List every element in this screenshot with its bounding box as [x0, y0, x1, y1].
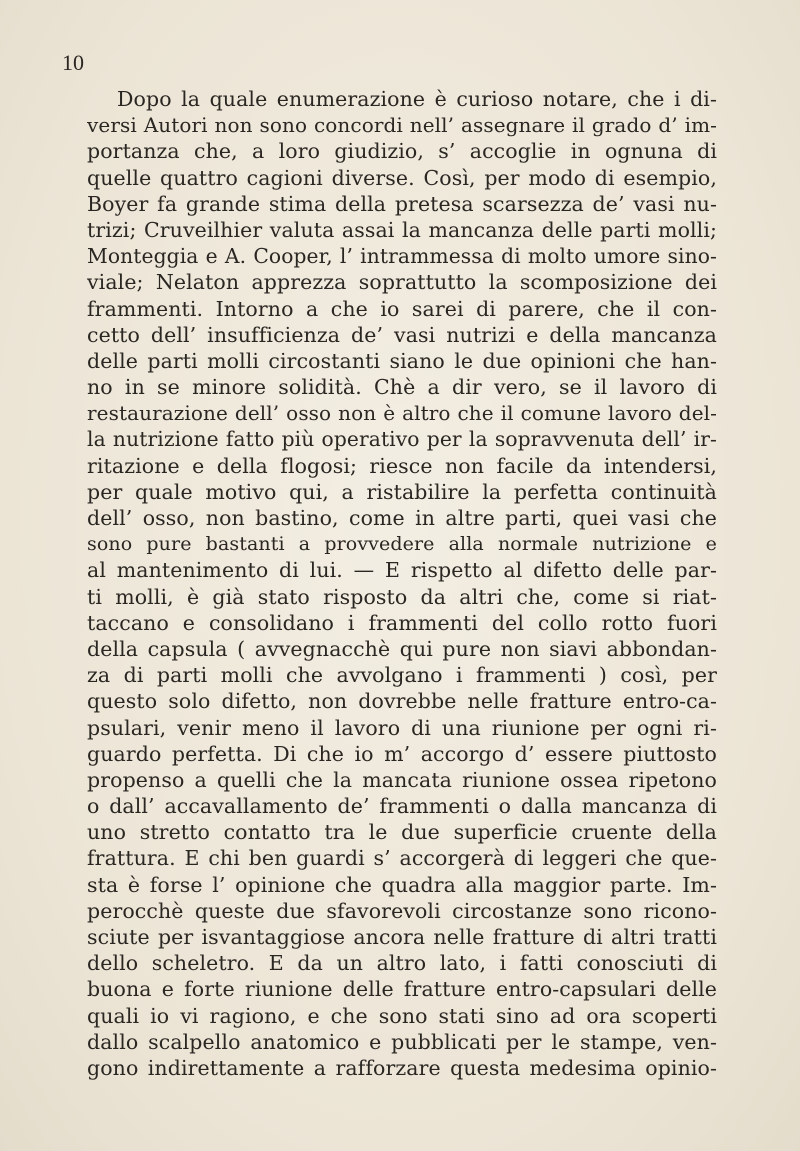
text-line: dello scheletro. E da un altro lato, i fatti conosciuti di [87, 951, 717, 976]
text-line: Boyer fa grande stima della pretesa scarsezza de’ vasi nu- [87, 191, 717, 216]
text-line: no in se minore solidità. Chè a dir vero, se il lavoro di [87, 375, 717, 400]
text-line: ti molli, è già stato risposto da altri che, come si riat- [87, 584, 717, 609]
text-line: restaurazione dell’ osso non è altro che il comune lavoro del- [87, 401, 717, 426]
page-number: 10 [62, 50, 84, 75]
text-line: guardo perfetta. Di che io m’ accorgo d’ essere piuttosto [87, 741, 717, 766]
text-line: propenso a quelli che la mancata riunione ossea ripetono [87, 767, 717, 792]
text-line: Monteggia e A. Cooper, l’ intrammessa di molto umore sino- [87, 244, 717, 269]
text-line: la nutrizione fatto più operativo per la sopravvenuta dell’ ir- [87, 427, 717, 452]
text-line: questo solo difetto, non dovrebbe nelle fratture entro-ca- [87, 689, 717, 714]
text-line: ritazione e della flogosi; riesce non facile da intendersi, [87, 453, 717, 478]
text-line: sta è forse l’ opinione che quadra alla maggior parte. Im- [87, 872, 717, 897]
text-line: uno stretto contatto tra le due superficie cruente della [87, 820, 717, 845]
text-line: dallo scalpello anatomico e pubblicati per le stampe, ven- [87, 1029, 717, 1054]
text-line: trizi; Cruveilhier valuta assai la mancanza delle parti molli; [87, 217, 717, 242]
text-line: quali io vi ragiono, e che sono stati sino ad ora scoperti [87, 1003, 717, 1028]
text-line: o dall’ accavallamento de’ frammenti o dalla mancanza di [87, 794, 717, 819]
text-line: cetto dell’ insufficienza de’ vasi nutrizi e della mancanza [87, 322, 717, 347]
text-line: psulari, venir meno il lavoro di una riunione per ogni ri- [87, 715, 717, 740]
text-line: Dopo la quale enumerazione è curioso notare, che i di- [117, 87, 717, 111]
text-line: della capsula ( avvegnacchè qui pure non siavi abbondan- [87, 636, 717, 661]
text-line: portanza che, a loro giudizio, s’ accoglie in ognuna di [87, 139, 717, 164]
text-line: versi Autori non sono concordi nell’ assegnare il grado d’ im- [87, 113, 717, 138]
text-line: perocchè queste due sfavorevoli circostanze sono ricono- [87, 898, 717, 923]
text-line: dell’ osso, non bastino, come in altre parti, quei vasi che [87, 506, 717, 530]
text-line: gono indirettamente a rafforzare questa medesima opinio- [87, 1055, 717, 1080]
text-line: buona e forte riunione delle fratture entro-capsulari delle [87, 977, 717, 1002]
text-line: frattura. E chi ben guardi s’ accorgerà di leggeri che que- [87, 846, 717, 871]
text-line: al mantenimento di lui. — E rispetto al difetto delle par- [87, 558, 717, 583]
text-line: sono pure bastanti a provvedere alla normale nutrizione e [87, 533, 717, 556]
text-line: frammenti. Intorno a che io sarei di parere, che il con- [87, 296, 717, 321]
text-line: viale; Nelaton apprezza soprattutto la scomposizione dei [87, 270, 717, 295]
text-line: quelle quattro cagioni diverse. Così, per modo di esempio, [87, 165, 717, 190]
text-line: za di parti molli che avvolgano i frammenti ) così, per [87, 663, 717, 688]
body-text [87, 86, 717, 1081]
text-line: delle parti molli circostanti siano le due opinioni che han- [87, 348, 717, 373]
text-line: taccano e consolidano i frammenti del collo rotto fuori [87, 610, 717, 635]
text-line: sciute per isvantaggiose ancora nelle fratture di altri tratti [87, 925, 717, 949]
text-line: per quale motivo qui, a ristabilire la perfetta continuità [87, 479, 717, 504]
